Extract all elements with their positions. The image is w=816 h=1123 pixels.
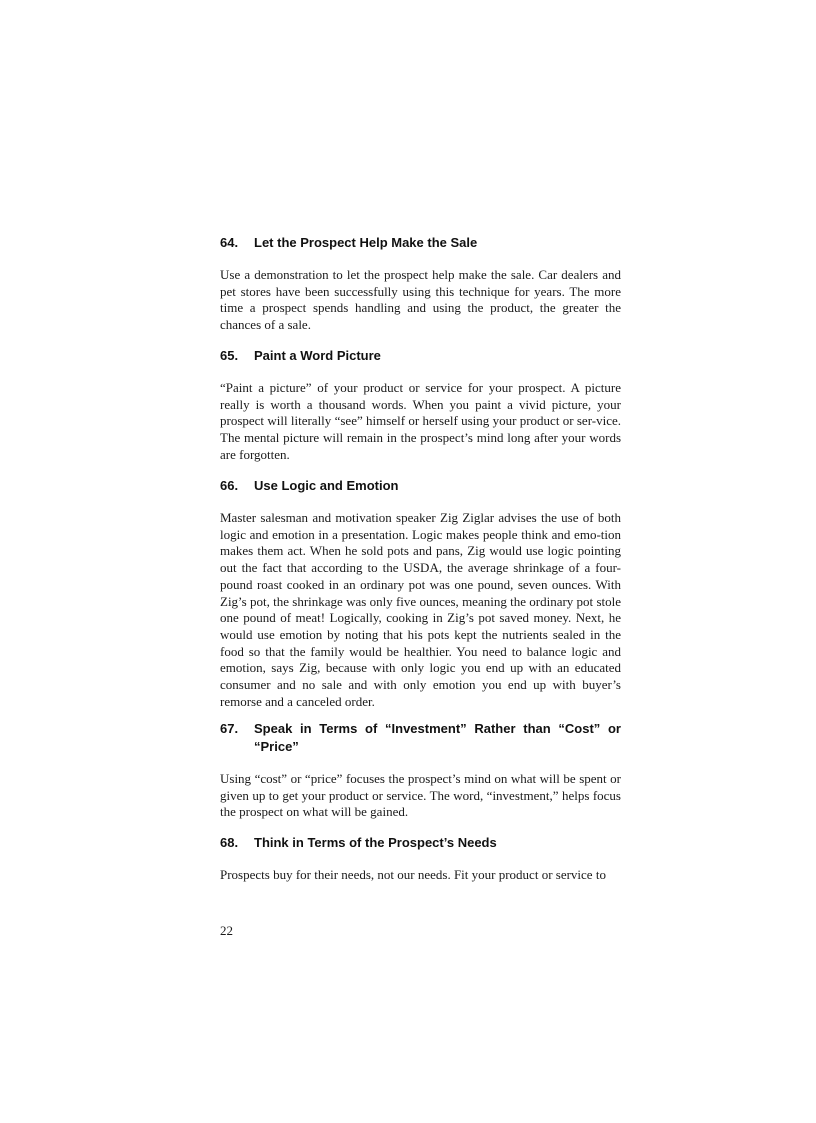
- section-number: 67.: [220, 721, 239, 736]
- section-heading: [220, 477, 621, 495]
- section-number: 64.: [220, 235, 239, 250]
- section-body: Using “cost” or “price” focuses the prospect’s mind on what will be spent or given up to get your product or service. The word, “investment,” helps focus the prospect on what will be gained.: [220, 771, 621, 820]
- page-number: 22: [220, 923, 233, 938]
- section-title: Think in Terms of the Prospect’s Needs: [254, 835, 497, 850]
- section-title: Paint a Word Picture: [254, 348, 381, 363]
- section-heading: [220, 347, 621, 365]
- section-number: 66.: [220, 478, 239, 493]
- section-64: [220, 234, 621, 334]
- section-body: Master salesman and motivation speaker Zig Ziglar advises the use of both logic and emotion in a presentation. Logic makes people think and emo-tion makes them act. When he sold pots and pans, Zig would use logic pointing out the fact that according to the USDA, the average shrinkage of a four-pound roast cooked in an ordinary pot was one pound, seven ounces. With Zig’s pot, the shrinkage was only five ounces, meaning the ordinary pot stole one pound of meat! Logically, cooking in Zig’s pot saved money. Next, he would use emotion by noting that his pots kept the nutrients sealed in the food so that the family would be healthier. You need to balance logic and emotion, says Zig, because with only logic you end up with an educated consumer and no sale and with only emotion you end up with buyer’s remorse and a canceled order.: [220, 510, 621, 709]
- section-heading: [220, 834, 621, 852]
- section-title: Speak in Terms of “Investment” Rather than “Cost” or “Price”: [254, 721, 621, 754]
- section-body: “Paint a picture” of your product or service for your prospect. A picture really is worth a thousand words. When you paint a vivid picture, your prospect will literally “see” himself or herself using your product or ser-vice. The mental picture will remain in the prospect’s mind long after your words are forgotten.: [220, 380, 621, 462]
- section-title: Use Logic and Emotion: [254, 478, 399, 493]
- section-title: Let the Prospect Help Make the Sale: [254, 235, 478, 250]
- section-68: [220, 834, 621, 884]
- section-number: 65.: [220, 348, 239, 363]
- section-heading: [220, 234, 621, 252]
- book-page: [220, 0, 621, 1123]
- section-body: Use a demonstration to let the prospect help make the sale. Car dealers and pet stores have been successfully using this technique for years. The more time a prospect spends handling and using the product, the greater the chances of a sale.: [220, 267, 621, 333]
- section-number: 68.: [220, 835, 239, 850]
- section-heading: [220, 720, 621, 756]
- section-body: Prospects buy for their needs, not our needs. Fit your product or service to: [220, 867, 606, 882]
- section-65: [220, 347, 621, 464]
- section-67: [220, 720, 621, 821]
- section-66: [220, 477, 621, 710]
